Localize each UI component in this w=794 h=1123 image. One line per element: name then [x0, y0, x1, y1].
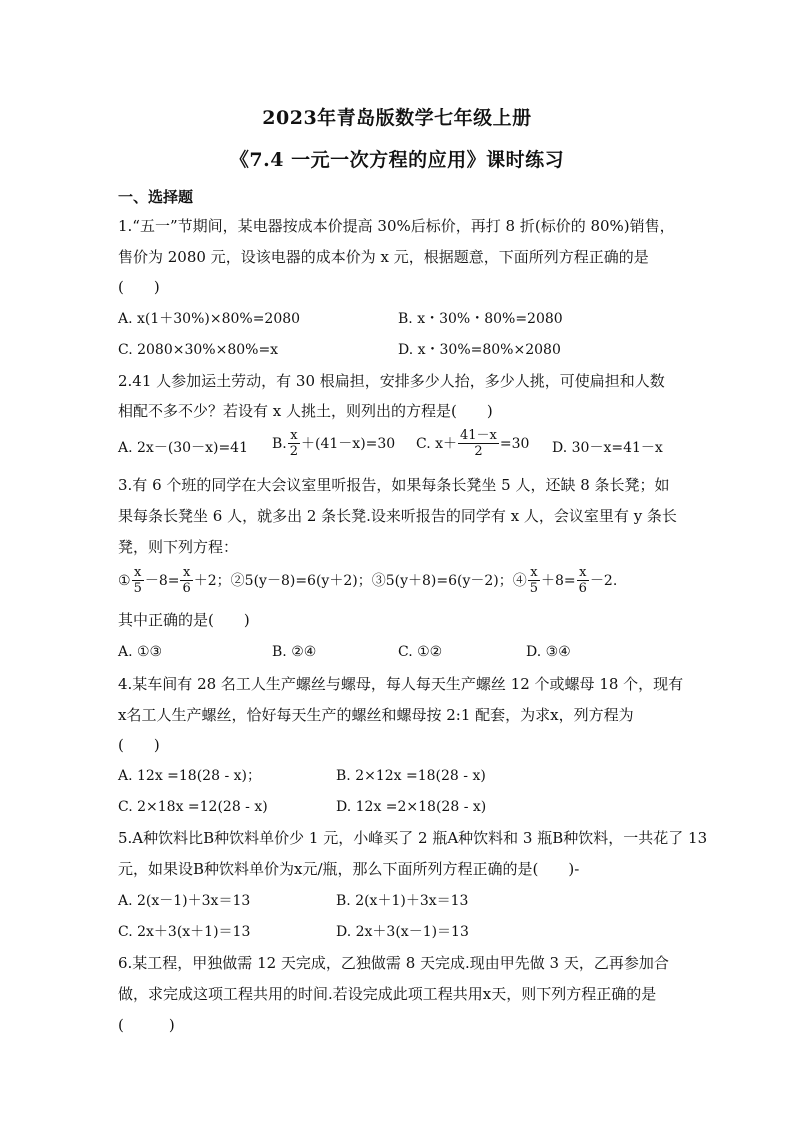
q3-option-b: B. ②④ — [272, 644, 317, 660]
q3-eq1-fraction-left — [132, 565, 144, 596]
q1-text-line1: 1.“五一”节期间，某电器按成本价提高 30%后标价，再打 8 折(标价的 80%)销售， — [118, 217, 675, 235]
q2-text-line1: 2.41 人参加运土劳动，有 30 根扁担，安排多少人抬，多少人挑，可使扁担和人数 — [118, 372, 665, 390]
q4-option-a: A. 12x =18(28 - x)； — [118, 768, 261, 784]
q2-option-c-prefix: C. x＋ — [416, 435, 458, 452]
fraction-denominator: 2 — [474, 444, 483, 459]
document-subtitle: 《7.4 一元一次方程的应用》课时练习 — [229, 149, 565, 171]
q2-text-line2: 相配不多不少？若设有 x 人挑土，则列出的方程是( ) — [118, 402, 493, 420]
q5-option-a: A. 2(x－1)＋3x＝13 — [118, 893, 251, 909]
fraction-numerator: x — [528, 565, 540, 581]
q3-equations — [118, 565, 617, 596]
q2-option-d: D. 30－x=41－x — [552, 440, 663, 456]
q3-option-c: C. ①② — [398, 644, 443, 660]
q5-text-line2: 元，如果设B种饮料单价为x元/瓶，那么下面所列方程正确的是( )- — [118, 860, 580, 878]
section-heading: 一、选择题 — [118, 188, 194, 206]
q3-eq4-middle: ＋8= — [541, 572, 576, 589]
q3-text-line3: 凳，则下列方程： — [118, 538, 239, 556]
q2-option-c — [416, 428, 529, 459]
q3-eq4-end: －2. — [589, 572, 618, 589]
q3-eq4-fraction-left — [528, 565, 540, 596]
fraction-denominator: 6 — [578, 581, 587, 596]
q3-eq1-fraction-right — [180, 565, 192, 596]
q6-text-line1: 6.某工程，甲独做需 12 天完成，乙独做需 8 天完成.现由甲先做 3 天，乙再参加合 — [118, 954, 669, 972]
q2-option-b-prefix: B. — [272, 435, 287, 452]
q2-option-b-suffix: ＋(41－x)=30 — [301, 435, 396, 452]
q1-option-d: D. x・30%=80%×2080 — [398, 342, 561, 358]
fraction-numerator: x — [132, 565, 144, 581]
fraction-numerator: x — [180, 565, 192, 581]
fraction-numerator: x — [577, 565, 589, 581]
q4-text-line1: 4.某车间有 28 名工人生产螺丝与螺母，每人每天生产螺丝 12 个或螺母 18 个，现有 — [118, 675, 684, 693]
q1-option-c: C. 2080×30%×80%=x — [118, 342, 279, 358]
q5-option-b: B. 2(x＋1)＋3x＝13 — [336, 893, 469, 909]
q4-text-line2: x名工人生产螺丝，恰好每天生产的螺丝和螺母按 2:1 配套，为求x，列方程为 — [118, 706, 634, 724]
q2-option-c-suffix: =30 — [499, 435, 530, 452]
fraction-denominator: 2 — [289, 444, 299, 459]
q6-answer-paren: ( ) — [118, 1016, 175, 1034]
q3-text-line1: 3.有 6 个班的同学在大会议室里听报告，如果每条长凳坐 5 人，还缺 8 条长凳；如 — [118, 476, 670, 494]
q3-eq-rest: ＋2；②5(y－8)=6(y＋2)；③5(y＋8)=6(y－2)；④ — [193, 572, 527, 589]
q2-option-a: A. 2x－(30－x)=41 — [118, 440, 248, 456]
q2-option-c-fraction — [458, 428, 499, 459]
fraction-denominator: 5 — [529, 581, 539, 596]
q3-text-line2: 果每条长凳坐 6 人，就多出 2 条长凳.设来听报告的同学有 x 人，会议室里有 y 条长 — [118, 507, 677, 525]
q4-option-c: C. 2×18x =12(28 - x) — [118, 799, 268, 815]
fraction-denominator: 5 — [133, 581, 142, 596]
fraction-numerator: 41－x — [460, 428, 497, 443]
fraction-denominator: 6 — [182, 581, 191, 596]
q3-option-d: D. ③④ — [526, 644, 571, 660]
q1-option-b: B. x・30%・80%=2080 — [398, 311, 563, 327]
q3-text-line5: 其中正确的是( ) — [118, 611, 250, 629]
q3-eq4-fraction-right — [577, 565, 589, 596]
q5-option-d: D. 2x＋3(x－1)＝13 — [336, 924, 469, 940]
q4-option-b: B. 2×12x =18(28 - x) — [336, 768, 486, 784]
q5-option-c: C. 2x＋3(x＋1)＝13 — [118, 924, 251, 940]
q1-option-a: A. x(1＋30%)×80%=2080 — [118, 311, 301, 327]
q3-eq1-middle: －8= — [144, 572, 180, 589]
q3-eq-marker: ① — [118, 572, 131, 589]
q3-option-a: A. ①③ — [118, 644, 163, 660]
document-title: 2023年青岛版数学七年级上册 — [262, 107, 532, 129]
q2-option-b-fraction — [288, 428, 300, 459]
q2-option-b — [272, 428, 395, 459]
q6-text-line2: 做，求完成这项工程共用的时间.若设完成此项工程共用x天，则下列方程正确的是 — [118, 985, 657, 1003]
q4-answer-paren: ( ) — [118, 736, 160, 754]
fraction-numerator: x — [288, 428, 300, 444]
q1-text-line2: 售价为 2080 元，设该电器的成本价为 x 元，根据题意，下面所列方程正确的是 — [118, 248, 649, 266]
q4-option-d: D. 12x =2×18(28 - x) — [336, 799, 487, 815]
q5-text-line1: 5.A种饮料比B种饮料单价少 1 元，小峰买了 2 瓶A种饮料和 3 瓶B种饮料，一共花了 13 — [118, 829, 708, 847]
q1-answer-paren: ( ) — [118, 278, 160, 296]
